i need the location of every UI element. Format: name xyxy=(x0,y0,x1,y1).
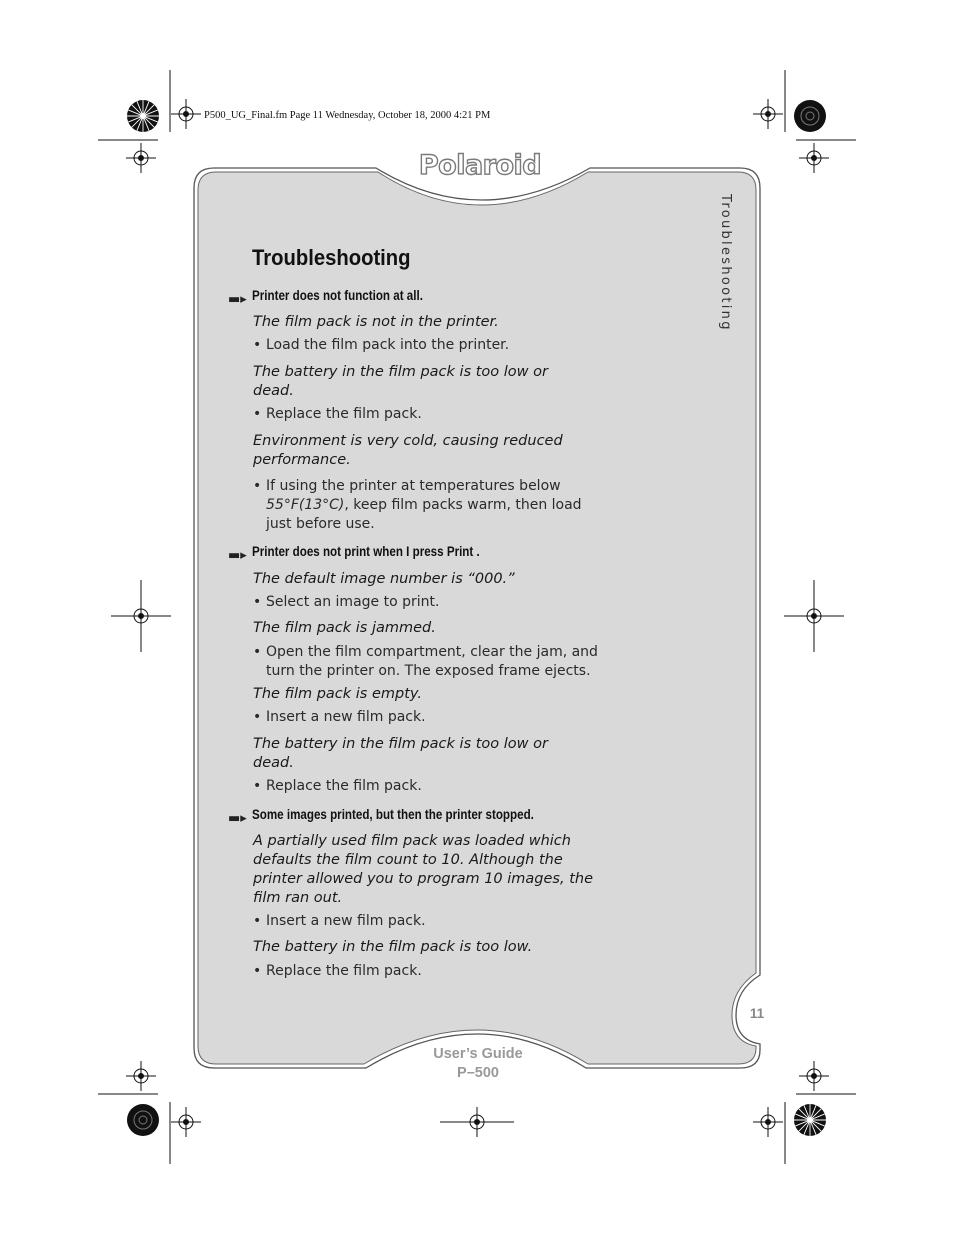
fix-item: • Replace the film pack. xyxy=(253,963,422,979)
page-number: 11 xyxy=(749,1006,765,1021)
section-heading-text: Some images printed, but then the printer stopped. xyxy=(252,807,534,822)
cause-text: The film pack is not in the printer. xyxy=(253,314,499,330)
polaroid-logo: Polaroid xyxy=(418,150,542,181)
arrow-icon: ▬▸ xyxy=(228,548,247,563)
section-heading-3 xyxy=(228,807,247,826)
bullet-icon: • xyxy=(253,594,262,610)
cause-text: The battery in the film pack is too low or dead. xyxy=(253,736,548,771)
fix-item: • Insert a new film pack. xyxy=(253,913,426,929)
fix-item: • If using the printer at temperatures below 55°F(13°C), keep film packs warm, then load just before use. xyxy=(253,478,582,532)
cause-text: The battery in the film pack is too low. xyxy=(253,939,533,955)
bullet-icon: • xyxy=(253,337,262,353)
arrow-icon: ▬▸ xyxy=(228,811,247,826)
section-heading-text: Printer does not function at all. xyxy=(252,288,423,303)
cause-text: The battery in the film pack is too low or dead. xyxy=(253,364,548,399)
footer-line-1: User’s Guide xyxy=(433,1046,523,1062)
section-heading-2 xyxy=(228,544,247,563)
side-tab-label: Troubleshooting xyxy=(718,194,733,332)
section-heading-text: Printer does not print when I press Print . xyxy=(252,544,480,559)
cause-text: A partially used film pack was loaded which defaults the film count to 10. Although the printer allowed you to program 10 images, the film ran out. xyxy=(253,833,593,906)
bullet-icon: • xyxy=(253,778,262,794)
bullet-icon: • xyxy=(253,478,262,494)
bullet-icon: • xyxy=(253,709,262,725)
cause-text: The film pack is empty. xyxy=(253,686,422,702)
bullet-icon: • xyxy=(253,406,262,422)
print-slug-line: P500_UG_Final.fm Page 11 Wednesday, October 18, 2000 4:21 PM xyxy=(204,110,491,121)
bullet-icon: • xyxy=(253,963,262,979)
cause-text: Environment is very cold, causing reduced performance. xyxy=(253,433,563,468)
fix-item: • Insert a new film pack. xyxy=(253,709,426,725)
fix-item: • Replace the film pack. xyxy=(253,406,422,422)
bullet-icon: • xyxy=(253,913,262,929)
arrow-icon: ▬▸ xyxy=(228,292,247,307)
cause-text: The film pack is jammed. xyxy=(253,620,436,636)
cause-text: The default image number is “000.” xyxy=(253,571,515,587)
footer-line-2: P–500 xyxy=(457,1065,499,1081)
fix-item: • Open the film compartment, clear the jam, and turn the printer on. The exposed frame ejects. xyxy=(253,644,598,679)
footer-guide-title xyxy=(400,1045,556,1083)
section-heading-1 xyxy=(228,288,247,307)
fix-item: • Select an image to print. xyxy=(253,594,440,610)
fix-item: • Load the film pack into the printer. xyxy=(253,337,510,353)
page-title: Troubleshooting xyxy=(252,245,411,270)
bullet-icon: • xyxy=(253,644,262,660)
fix-item: • Replace the film pack. xyxy=(253,778,422,794)
